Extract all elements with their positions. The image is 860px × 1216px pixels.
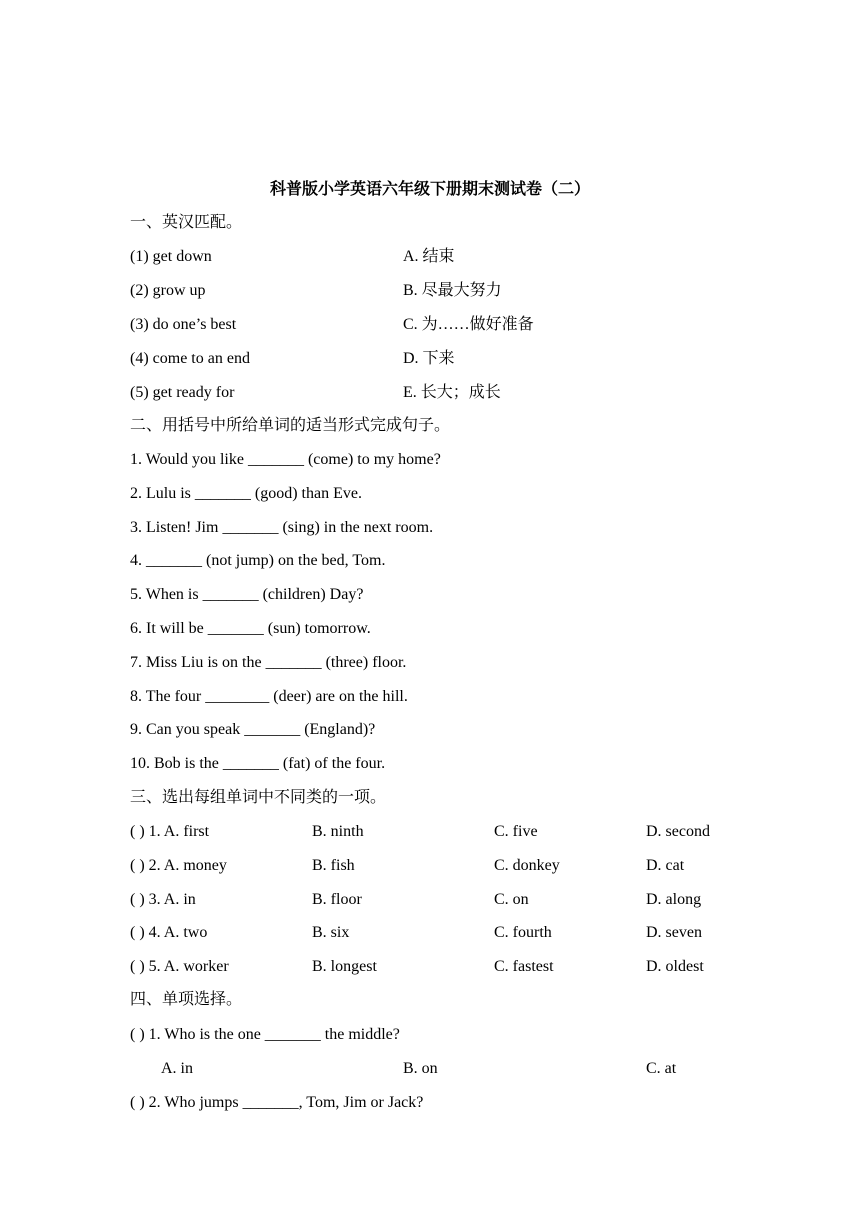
- section4-heading: 四、单项选择。: [130, 991, 243, 1008]
- section3-heading: 三、选出每组单词中不同类的一项。: [130, 789, 387, 806]
- match-english: (4) come to an end: [130, 350, 250, 367]
- match-row: [0, 376, 860, 410]
- match-chinese: D. 下来: [403, 350, 455, 367]
- fill-sentence: 7. Miss Liu is on the _______ (three) floor.: [130, 654, 407, 671]
- option-d: D. seven: [646, 924, 702, 941]
- mc-question: ( ) 1. Who is the one _______ the middle?: [130, 1026, 400, 1043]
- fill-sentence: 5. When is _______ (children) Day?: [130, 586, 364, 603]
- option-c: C. on: [494, 891, 529, 908]
- fill-sentence: 8. The four ________ (deer) are on the hill.: [130, 688, 408, 705]
- page-title: 科普版小学英语六年级下册期末测试卷（二）: [269, 181, 590, 198]
- option-d: D. along: [646, 891, 702, 908]
- fill-sentence: 6. It will be _______ (sun) tomorrow.: [130, 620, 371, 637]
- option-d: D. oldest: [646, 958, 704, 975]
- option-c: C. fourth: [494, 924, 552, 941]
- option-c: C. at: [646, 1060, 677, 1077]
- fill-sentence: 4. _______ (not jump) on the bed, Tom.: [130, 552, 386, 569]
- fill-sentence: 3. Listen! Jim _______ (sing) in the next room.: [130, 519, 434, 536]
- match-chinese: C. 为……做好准备: [403, 316, 534, 333]
- odd-one-out-row: [0, 849, 860, 883]
- question-option-a: ( ) 4. A. two: [130, 924, 208, 941]
- mc-question: ( ) 2. Who jumps _______, Tom, Jim or Jack?: [130, 1094, 424, 1111]
- option-b: B. floor: [312, 891, 362, 908]
- match-english: (1) get down: [130, 248, 212, 265]
- match-chinese: A. 结束: [403, 248, 455, 265]
- option-b: B. longest: [312, 958, 377, 975]
- mc-options-row: [0, 1052, 860, 1086]
- option-c: C. fastest: [494, 958, 554, 975]
- odd-one-out-row: [0, 883, 860, 917]
- match-chinese: E. 长大；成长: [403, 384, 501, 401]
- match-row: [0, 240, 860, 274]
- option-c: C. donkey: [494, 857, 560, 874]
- fill-sentence: 1. Would you like _______ (come) to my home?: [130, 451, 441, 468]
- option-c: C. five: [494, 823, 538, 840]
- option-b: B. ninth: [312, 823, 364, 840]
- odd-one-out-row: [0, 916, 860, 950]
- question-option-a: ( ) 1. A. first: [130, 823, 210, 840]
- option-b: B. on: [403, 1060, 438, 1077]
- fill-sentence: 10. Bob is the _______ (fat) of the four.: [130, 755, 386, 772]
- question-option-a: ( ) 2. A. money: [130, 857, 227, 874]
- question-option-a: ( ) 5. A. worker: [130, 958, 229, 975]
- match-row: [0, 308, 860, 342]
- match-row: [0, 342, 860, 376]
- option-a: A. in: [161, 1060, 193, 1077]
- match-chinese: B. 尽最大努力: [403, 282, 502, 299]
- match-english: (5) get ready for: [130, 384, 235, 401]
- odd-one-out-row: [0, 815, 860, 849]
- match-row: [0, 274, 860, 308]
- section1-heading: 一、英汉匹配。: [130, 214, 243, 231]
- match-english: (2) grow up: [130, 282, 206, 299]
- question-option-a: ( ) 3. A. in: [130, 891, 196, 908]
- option-b: B. six: [312, 924, 350, 941]
- fill-sentence: 2. Lulu is _______ (good) than Eve.: [130, 485, 362, 502]
- option-b: B. fish: [312, 857, 355, 874]
- fill-sentence: 9. Can you speak _______ (England)?: [130, 721, 376, 738]
- odd-one-out-row: [0, 950, 860, 984]
- section2-heading: 二、用括号中所给单词的适当形式完成句子。: [130, 417, 451, 434]
- match-english: (3) do one’s best: [130, 316, 237, 333]
- option-d: D. second: [646, 823, 710, 840]
- option-d: D. cat: [646, 857, 685, 874]
